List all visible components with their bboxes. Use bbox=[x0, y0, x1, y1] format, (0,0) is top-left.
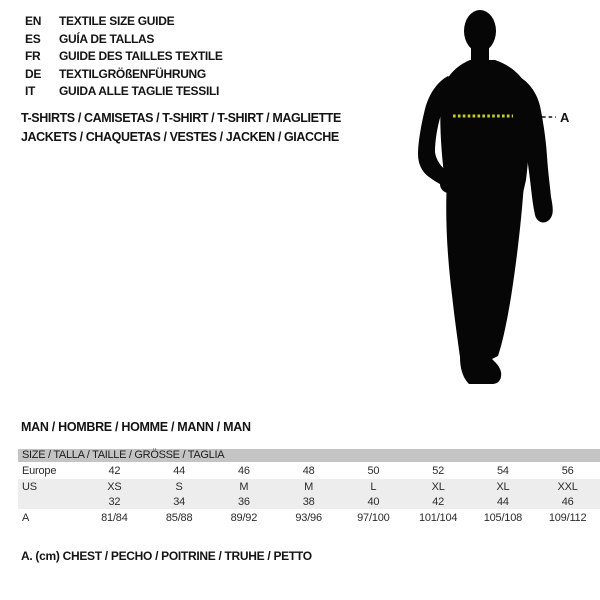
size-cell: 89/92 bbox=[230, 511, 258, 524]
language-label: GUIDE DES TAILLES TEXTILE bbox=[59, 49, 223, 64]
size-table bbox=[18, 449, 600, 526]
section-heading: MAN / HOMBRE / HOMME / MANN / MAN bbox=[21, 420, 251, 434]
size-cell: M bbox=[304, 480, 314, 493]
size-cell: 42 bbox=[108, 464, 121, 477]
size-cell: 46 bbox=[237, 464, 250, 477]
language-label: GUÍA DE TALLAS bbox=[59, 31, 155, 46]
size-cell: 97/100 bbox=[357, 511, 390, 524]
size-cell: XL bbox=[496, 480, 510, 493]
size-cell: 50 bbox=[367, 464, 380, 477]
size-cell: 42 bbox=[432, 495, 445, 508]
language-label: TEXTILE SIZE GUIDE bbox=[59, 14, 175, 28]
size-cell: 40 bbox=[367, 495, 380, 508]
size-cell: 85/88 bbox=[165, 511, 193, 524]
language-code: EN bbox=[25, 14, 42, 28]
language-code: FR bbox=[25, 49, 41, 64]
size-cell: 93/96 bbox=[295, 511, 322, 524]
measurement-footnote: A. (cm) CHEST / PECHO / POITRINE / TRUHE / PETTO bbox=[21, 549, 312, 563]
size-cell: 38 bbox=[302, 495, 315, 508]
language-code: ES bbox=[25, 31, 41, 46]
size-cell: 81/84 bbox=[101, 511, 128, 524]
language-label: GUIDA ALLE TAGLIE TESSILI bbox=[59, 84, 220, 99]
size-cell: 52 bbox=[432, 464, 445, 477]
size-cell: 48 bbox=[302, 464, 315, 477]
table-row-us bbox=[18, 479, 600, 494]
man-silhouette bbox=[390, 0, 600, 420]
chest-marker-label: A bbox=[560, 110, 570, 125]
size-cell: 44 bbox=[496, 495, 509, 508]
size-cell: 36 bbox=[237, 495, 250, 508]
category-tshirts: T-SHIRTS / CAMISETAS / T-SHIRT / T-SHIRT / MAGLIETTE bbox=[21, 111, 341, 125]
language-row bbox=[25, 13, 223, 31]
size-cell: XL bbox=[431, 480, 445, 493]
language-row bbox=[25, 83, 223, 101]
size-row-label: US bbox=[22, 480, 37, 493]
size-cell: S bbox=[175, 480, 183, 493]
table-row-alt-size bbox=[18, 494, 600, 509]
language-list bbox=[25, 13, 223, 101]
size-cell: 101/104 bbox=[418, 511, 458, 524]
language-row bbox=[25, 48, 223, 66]
size-cell: 32 bbox=[108, 495, 121, 508]
size-cell: XS bbox=[107, 480, 122, 493]
language-row bbox=[25, 66, 223, 84]
table-row-chest-a bbox=[18, 509, 600, 526]
size-cell: 56 bbox=[561, 464, 574, 477]
size-cell: 34 bbox=[173, 495, 186, 508]
size-row-label: Europe bbox=[22, 464, 57, 477]
category-jackets: JACKETS / CHAQUETAS / VESTES / JACKEN / GIACCHE bbox=[21, 129, 339, 144]
language-code: IT bbox=[25, 84, 36, 99]
language-code: DE bbox=[25, 66, 42, 81]
size-cell: 109/112 bbox=[548, 511, 587, 524]
table-row-europe bbox=[18, 462, 600, 479]
size-cell: 54 bbox=[496, 464, 509, 477]
man-silhouette-figure bbox=[390, 0, 600, 420]
garment-categories bbox=[21, 109, 341, 146]
size-cell: L bbox=[370, 480, 377, 493]
language-label: TEXTILGRÖßENFÜHRUNG bbox=[59, 66, 206, 81]
size-cell: XXL bbox=[557, 480, 578, 493]
size-table-header: SIZE / TALLA / TAILLE / GRÖSSE / TAGLIA bbox=[18, 449, 600, 462]
size-cell: 44 bbox=[173, 464, 186, 477]
size-cell: M bbox=[239, 480, 249, 493]
size-cell: 46 bbox=[561, 495, 574, 508]
size-cell: 105/108 bbox=[483, 511, 523, 524]
language-row bbox=[25, 31, 223, 49]
silhouette-body bbox=[418, 10, 553, 384]
size-row-label: A bbox=[22, 511, 30, 524]
